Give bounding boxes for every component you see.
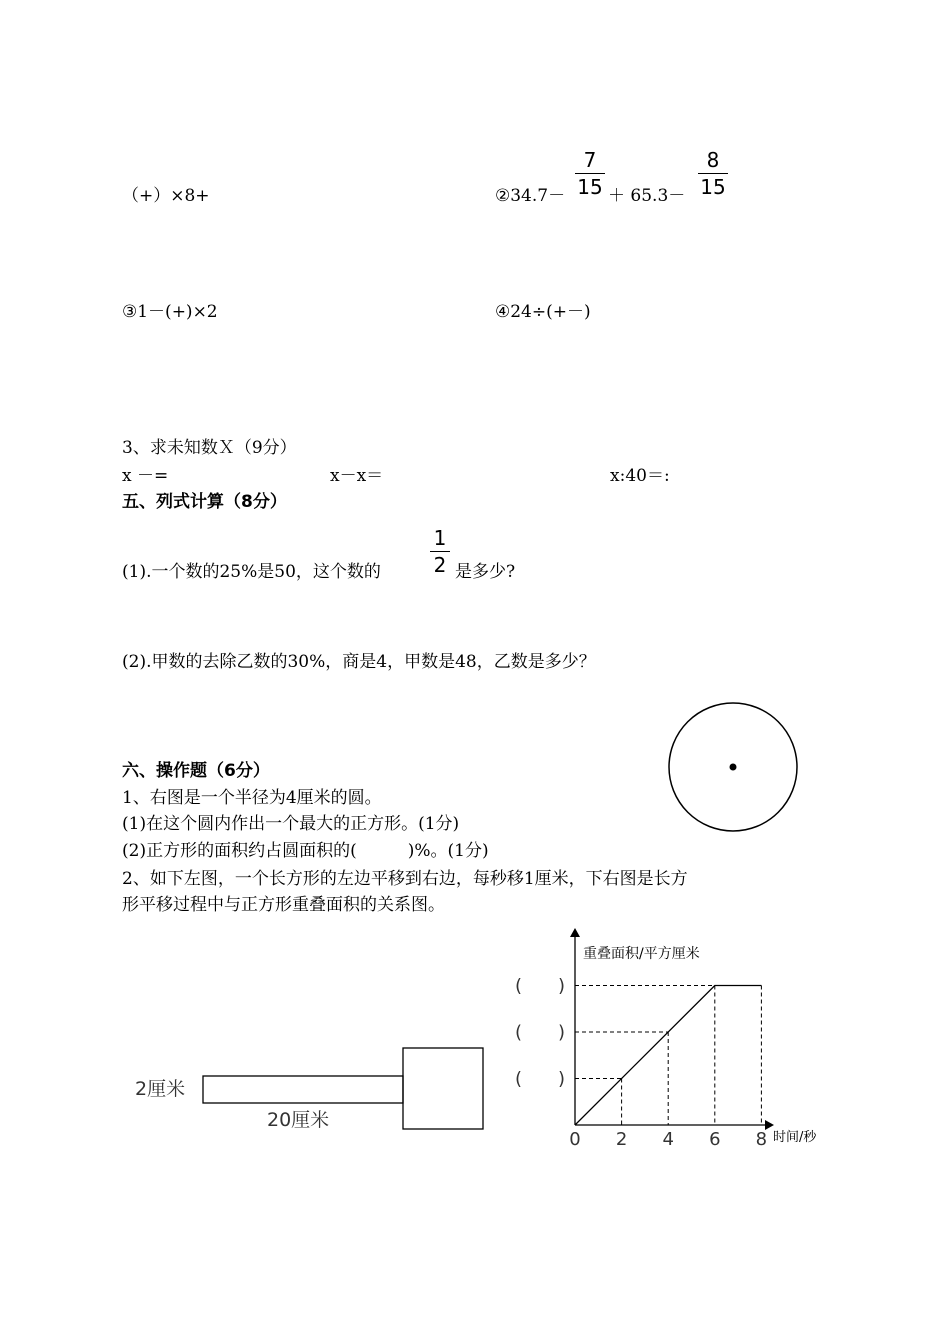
overlap-area-chart xyxy=(505,925,840,1155)
problem-1-prefix: (1).一个数的25%是50，这个数的 xyxy=(122,562,381,582)
fraction-denominator: 2 xyxy=(433,553,447,577)
fraction-numerator: 7 xyxy=(583,148,597,172)
fraction-numerator: 8 xyxy=(706,148,720,172)
problem-1-fraction xyxy=(430,526,450,577)
fraction-bar xyxy=(430,551,450,552)
problem-1-suffix: 是多少? xyxy=(455,562,516,582)
y-axis-label: 重叠面积/平方厘米 xyxy=(583,946,700,962)
x-tick-label: 6 xyxy=(709,1129,721,1150)
operation-q2-line1: 2、如下左图，一个长方形的左边平移到右边，每秒移1厘米，下右图是长方 xyxy=(122,869,688,889)
section5-title: 五、列式计算（8分） xyxy=(122,492,287,512)
y-tick-blank-label: ( ) xyxy=(515,1022,566,1043)
calc-q3: ③1－(+)×2 xyxy=(122,302,218,322)
fraction-denominator: 15 xyxy=(577,175,603,199)
fraction-bar xyxy=(698,173,728,174)
x-tick-label: 4 xyxy=(662,1129,674,1150)
rectangle-height-label: 2厘米 xyxy=(135,1078,186,1100)
equation-3: x:40＝: xyxy=(610,466,670,486)
calc-q2-prefix: ②34.7－ xyxy=(495,186,566,206)
circle-center-dot xyxy=(730,764,737,771)
calc-q2-fraction-2 xyxy=(698,148,728,199)
calc-q4: ④24÷(+－) xyxy=(495,302,591,322)
fraction-denominator: 15 xyxy=(700,175,726,199)
calc-q1: （+）×8+ xyxy=(122,186,210,206)
fraction-numerator: 1 xyxy=(433,526,447,550)
x-tick-label: 0 xyxy=(569,1129,581,1150)
y-tick-blank-label: ( ) xyxy=(515,975,566,997)
y-tick-blank-label: ( ) xyxy=(515,1068,566,1090)
moving-rectangle xyxy=(203,1076,403,1103)
circle-figure xyxy=(660,695,805,840)
rectangle-length-label: 20厘米 xyxy=(267,1109,330,1131)
fixed-square xyxy=(403,1048,483,1129)
rectangle-square-figure xyxy=(130,1040,500,1140)
y-axis-arrow xyxy=(570,928,580,937)
operation-q1: 1、右图是一个半径为4厘米的圆。 xyxy=(122,788,382,808)
x-tick-label: 8 xyxy=(755,1129,768,1150)
x-tick-label: 2 xyxy=(615,1129,628,1150)
fraction-bar xyxy=(575,173,605,174)
x-axis-label: 时间/秒 xyxy=(773,1130,817,1145)
solve-title: 3、求未知数Ｘ（9分） xyxy=(122,438,297,458)
calc-q2-fraction-1 xyxy=(575,148,605,199)
section6-title: 六、操作题（6分） xyxy=(122,761,270,781)
equation-2: x－x＝ xyxy=(330,466,384,486)
problem-2: (2).甲数的去除乙数的30%，商是4，甲数是48，乙数是多少？ xyxy=(122,652,596,672)
calc-q2-middle: ＋ 65.3－ xyxy=(608,186,686,206)
operation-q1a: (1)在这个圆内作出一个最大的正方形。(1分) xyxy=(122,814,460,834)
operation-q2-line2: 形平移过程中与正方形重叠面积的关系图。 xyxy=(122,895,445,915)
operation-q1b: (2)正方形的面积约占圆面积的( )%。(1分) xyxy=(122,841,489,861)
equation-1: x －= xyxy=(122,466,169,486)
